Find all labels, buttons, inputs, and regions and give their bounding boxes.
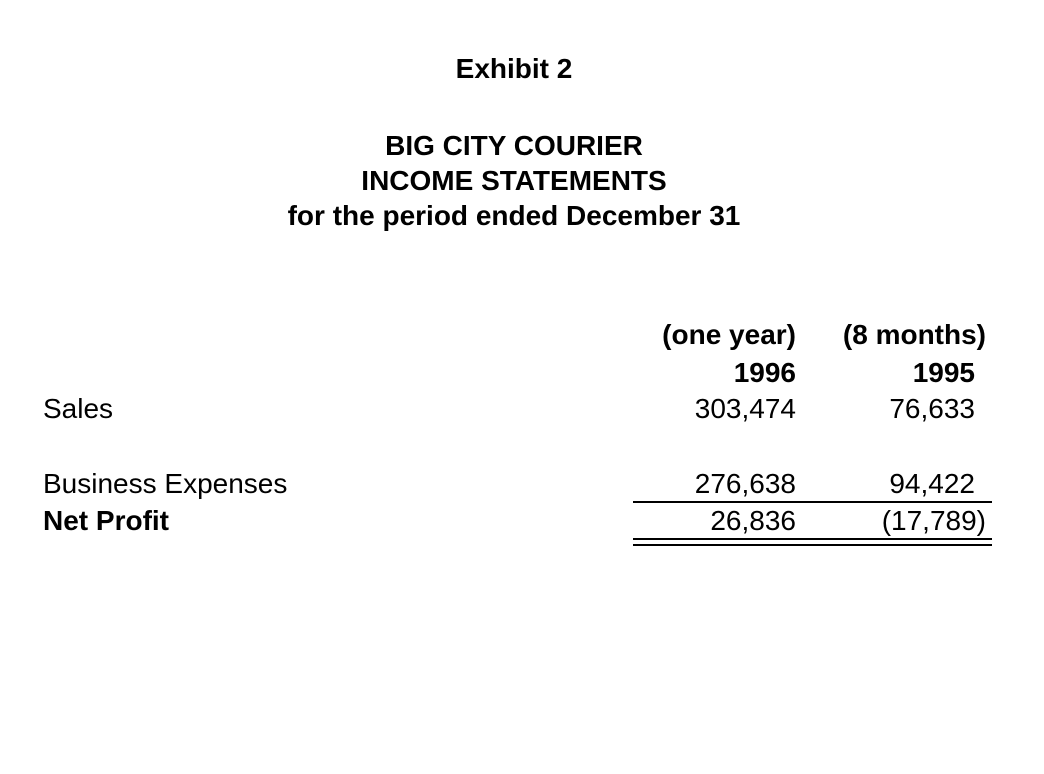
column-1995-year: 1995 — [912, 357, 975, 388]
exhibit-title: Exhibit 2 — [455, 53, 573, 84]
sales-label: Sales — [43, 393, 114, 424]
total-double-rule-bottom — [633, 544, 992, 546]
column-1996-year: 1996 — [733, 357, 796, 388]
column-1995-duration: (8 months) — [842, 319, 986, 350]
period-subtitle: for the period ended December 31 — [287, 200, 741, 231]
total-double-rule-top — [633, 538, 992, 540]
sales-1995-value: 76,633 — [889, 393, 975, 424]
column-1996-duration: (one year) — [662, 319, 796, 350]
net-profit-1995-value: (17,789) — [881, 505, 986, 536]
sales-1996-value: 303,474 — [694, 393, 796, 424]
expenses-1995-value: 94,422 — [889, 468, 975, 499]
net-profit-label: Net Profit — [43, 505, 169, 536]
subtotal-rule — [633, 501, 992, 503]
statement-title: INCOME STATEMENTS — [361, 165, 667, 196]
net-profit-1996-value: 26,836 — [710, 505, 796, 536]
company-name: BIG CITY COURIER — [385, 130, 643, 161]
expenses-1996-value: 276,638 — [694, 468, 796, 499]
expenses-label: Business Expenses — [43, 468, 288, 499]
